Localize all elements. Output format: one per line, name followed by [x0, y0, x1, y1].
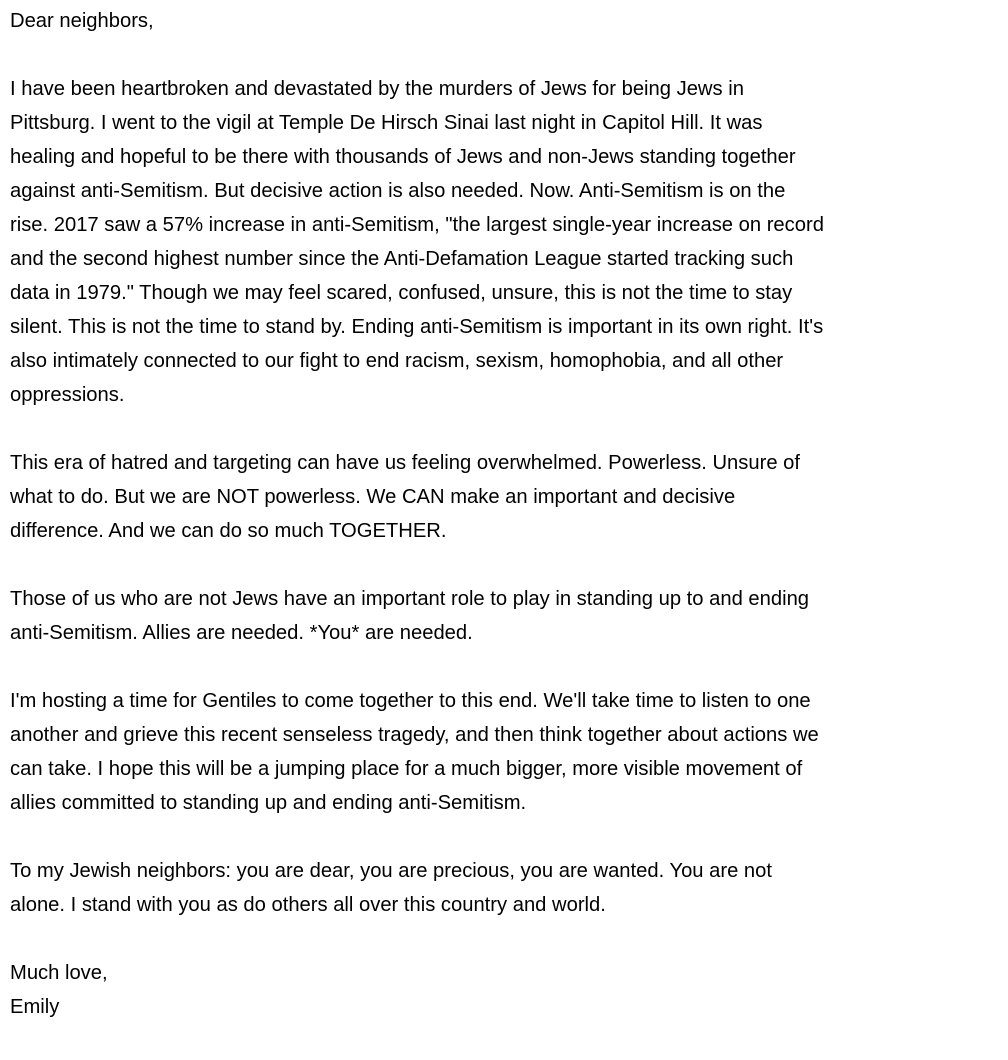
text-line: oppressions.	[10, 384, 125, 406]
text-line: against anti-Semitism. But decisive action is also needed. Now. Anti-Semitism is on the	[10, 180, 786, 202]
text-line: healing and hopeful to be there with thousands of Jews and non-Jews standing together	[10, 146, 796, 168]
paragraph-2	[10, 446, 998, 548]
text-line: To my Jewish neighbors: you are dear, you are precious, you are wanted. You are not	[10, 860, 772, 882]
text-line: Those of us who are not Jews have an important role to play in standing up to and ending	[10, 588, 810, 610]
text-line: also intimately connected to our fight to end racism, sexism, homophobia, and all other	[10, 350, 784, 372]
text-line: This era of hatred and targeting can have us feeling overwhelmed. Powerless. Unsure of	[10, 452, 800, 474]
text-line: another and grieve this recent senseless tragedy, and then think together about actions we	[10, 724, 819, 746]
closing: Much love,	[10, 962, 108, 984]
salutation-text: Dear neighbors,	[10, 10, 154, 32]
paragraph-1	[10, 72, 998, 412]
text-line: can take. I hope this will be a jumping place for a much bigger, more visible movement of	[10, 758, 803, 780]
salutation	[10, 4, 998, 38]
text-line: alone. I stand with you as do others all over this country and world.	[10, 894, 606, 916]
text-line: data in 1979." Though we may feel scared, confused, unsure, this is not the time to stay	[10, 282, 793, 304]
text-line: I'm hosting a time for Gentiles to come together to this end. We'll take time to listen to one	[10, 690, 811, 712]
signature: Emily	[10, 996, 60, 1018]
paragraph-4	[10, 684, 998, 820]
text-line: anti-Semitism. Allies are needed. *You* are needed.	[10, 622, 473, 644]
text-line: Pittsburg. I went to the vigil at Temple De Hirsch Sinai last night in Capitol Hill. It was	[10, 112, 763, 134]
sign-off	[10, 956, 998, 1024]
paragraph-3	[10, 582, 998, 650]
text-line: difference. And we can do so much TOGETHER.	[10, 520, 447, 542]
text-line: what to do. But we are NOT powerless. We CAN make an important and decisive	[10, 486, 736, 508]
text-line: rise. 2017 saw a 57% increase in anti-Semitism, "the largest single-year increase on record	[10, 214, 824, 236]
text-line: allies committed to standing up and ending anti-Semitism.	[10, 792, 527, 814]
text-line: silent. This is not the time to stand by. Ending anti-Semitism is important in its own right. It's	[10, 316, 824, 338]
text-line: and the second highest number since the Anti-Defamation League started tracking such	[10, 248, 794, 270]
text-line: I have been heartbroken and devastated by the murders of Jews for being Jews in	[10, 78, 744, 100]
paragraph-5	[10, 854, 998, 922]
